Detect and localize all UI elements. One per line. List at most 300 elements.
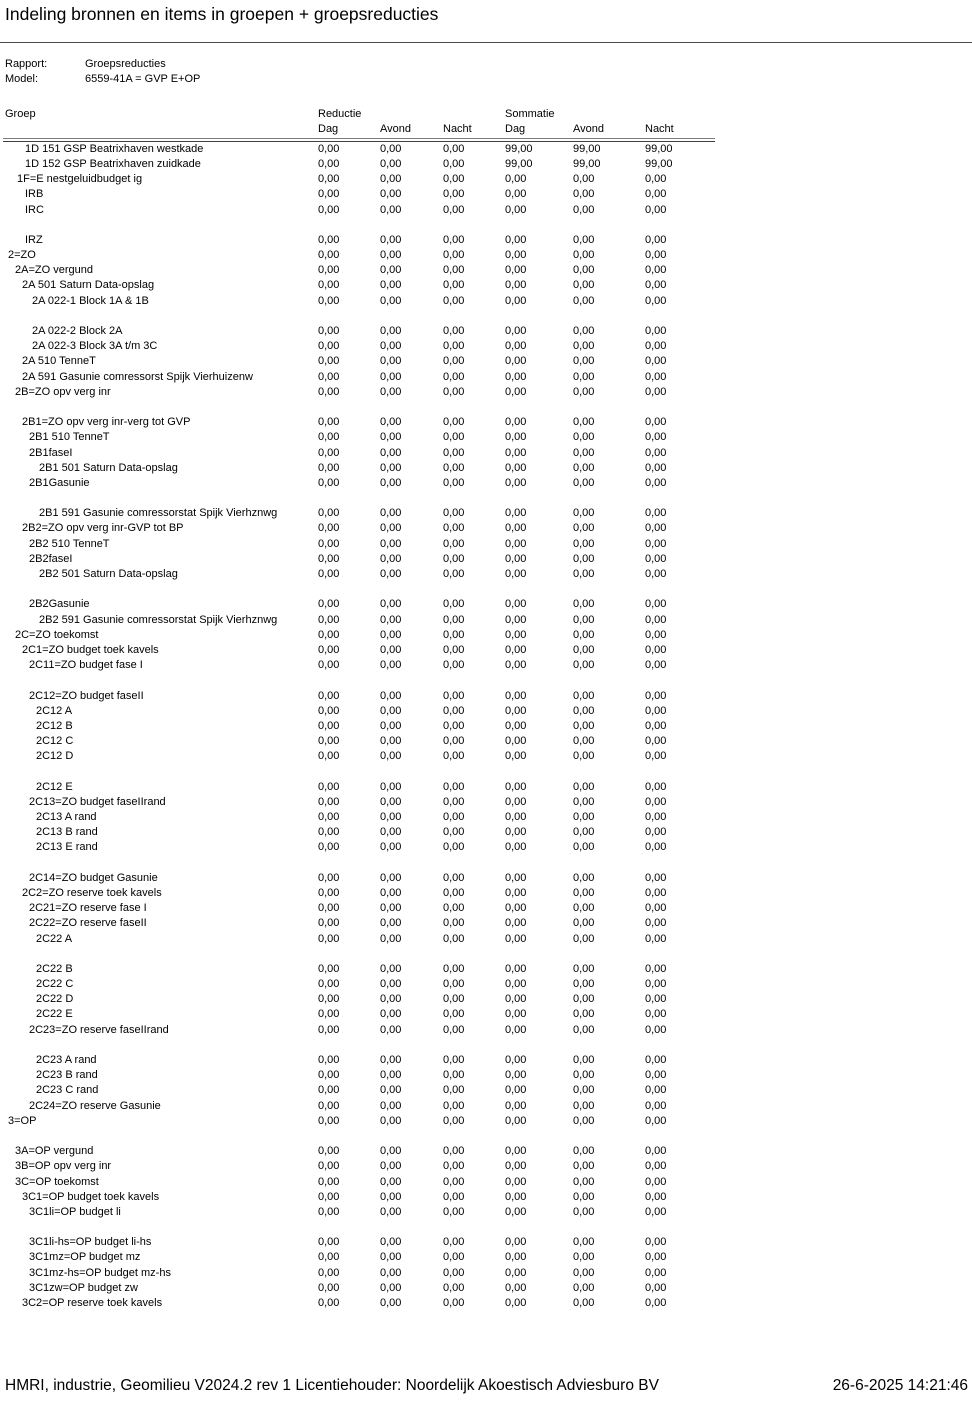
cell-sommatie-dag: 0,00 [505, 188, 527, 201]
group-label: 1F=E nestgeluidbudget ig [17, 173, 143, 186]
group-label: 2C12 D [36, 750, 74, 763]
cell-sommatie-avond: 0,00 [573, 826, 595, 839]
table-row [5, 506, 965, 521]
cell-reductie-avond: 0,00 [380, 552, 402, 565]
cell-sommatie-dag: 0,00 [505, 461, 527, 474]
table-row [5, 643, 965, 658]
cell-reductie-nacht: 0,00 [443, 431, 465, 444]
table-row [5, 1159, 965, 1174]
cell-sommatie-nacht: 0,00 [645, 476, 667, 489]
cell-sommatie-dag: 0,00 [505, 294, 527, 307]
cell-sommatie-avond: 0,00 [573, 264, 595, 277]
group-label: 2C21=ZO reserve fase I [29, 902, 147, 915]
cell-reductie-dag: 0,00 [318, 917, 340, 930]
cell-sommatie-dag: 99,00 [505, 157, 533, 170]
cell-reductie-avond: 0,00 [380, 416, 402, 429]
cell-sommatie-avond: 0,00 [573, 461, 595, 474]
cell-reductie-avond: 0,00 [380, 993, 402, 1006]
cell-sommatie-nacht: 0,00 [645, 370, 667, 383]
cell-sommatie-avond: 0,00 [573, 1281, 595, 1294]
cell-sommatie-nacht: 0,00 [645, 507, 667, 520]
cell-reductie-dag: 0,00 [318, 264, 340, 277]
cell-sommatie-dag: 0,00 [505, 203, 527, 216]
cell-reductie-avond: 0,00 [380, 1281, 402, 1294]
cell-reductie-avond: 0,00 [380, 537, 402, 550]
cell-sommatie-nacht: 0,00 [645, 1281, 667, 1294]
cell-sommatie-nacht: 0,00 [645, 1160, 667, 1173]
cell-reductie-avond: 0,00 [380, 1069, 402, 1082]
table-row [5, 901, 965, 916]
cell-sommatie-nacht: 0,00 [645, 552, 667, 565]
cell-sommatie-nacht: 0,00 [645, 871, 667, 884]
group-label: 2B1 501 Saturn Data-opslag [39, 461, 178, 474]
cell-reductie-avond: 0,00 [380, 917, 402, 930]
cell-sommatie-avond: 0,00 [573, 1175, 595, 1188]
cell-sommatie-avond: 0,00 [573, 431, 595, 444]
cell-reductie-nacht: 0,00 [443, 628, 465, 641]
table-row [5, 795, 965, 810]
group-label: 2C12 E [36, 780, 73, 793]
cell-reductie-dag: 0,00 [318, 340, 340, 353]
table-row [5, 1205, 965, 1220]
cell-reductie-avond: 0,00 [380, 385, 402, 398]
column-header-groep: Groep [5, 108, 36, 120]
cell-sommatie-dag: 0,00 [505, 978, 527, 991]
cell-sommatie-avond: 0,00 [573, 446, 595, 459]
table-header-row-1 [5, 107, 965, 122]
cell-reductie-dag: 0,00 [318, 689, 340, 702]
group-label: 3C1li=OP budget li [29, 1205, 121, 1218]
group-label: 2B1faseI [29, 446, 73, 459]
group-label: 3C1zw=OP budget zw [29, 1281, 138, 1294]
table-row [5, 263, 965, 278]
cell-sommatie-dag: 0,00 [505, 704, 527, 717]
cell-sommatie-avond: 0,00 [573, 279, 595, 292]
subcolumn-reductie-nacht: Nacht [443, 123, 472, 136]
table-header-row-2 [5, 122, 965, 137]
footer-datetime: 26-6-2025 14:21:46 [832, 1377, 968, 1394]
table-row [5, 203, 965, 218]
cell-reductie-nacht: 0,00 [443, 1008, 465, 1021]
cell-sommatie-dag: 0,00 [505, 416, 527, 429]
cell-sommatie-avond: 0,00 [573, 1008, 595, 1021]
cell-reductie-avond: 0,00 [380, 689, 402, 702]
cell-reductie-dag: 0,00 [318, 1205, 340, 1218]
group-label: 2C13 A rand [36, 811, 97, 824]
cell-reductie-dag: 0,00 [318, 1251, 340, 1264]
table-row [5, 1083, 965, 1098]
cell-reductie-dag: 0,00 [318, 279, 340, 292]
cell-reductie-dag: 0,00 [318, 1069, 340, 1082]
group-label: IRZ [25, 233, 43, 246]
title-divider [0, 42, 972, 43]
cell-sommatie-avond: 0,00 [573, 1145, 595, 1158]
cell-sommatie-nacht: 0,00 [645, 735, 667, 748]
cell-reductie-nacht: 0,00 [443, 917, 465, 930]
cell-sommatie-nacht: 0,00 [645, 1023, 667, 1036]
cell-sommatie-dag: 0,00 [505, 233, 527, 246]
cell-reductie-avond: 0,00 [380, 264, 402, 277]
cell-reductie-nacht: 0,00 [443, 157, 465, 170]
cell-reductie-nacht: 0,00 [443, 340, 465, 353]
cell-sommatie-nacht: 0,00 [645, 962, 667, 975]
cell-sommatie-nacht: 0,00 [645, 385, 667, 398]
group-label: 2=ZO [8, 249, 36, 262]
cell-reductie-dag: 0,00 [318, 932, 340, 945]
cell-sommatie-avond: 0,00 [573, 795, 595, 808]
cell-sommatie-nacht: 0,00 [645, 249, 667, 262]
cell-sommatie-nacht: 0,00 [645, 811, 667, 824]
group-label: 2A 022-2 Block 2A [32, 325, 123, 338]
cell-sommatie-dag: 0,00 [505, 370, 527, 383]
cell-reductie-avond: 0,00 [380, 628, 402, 641]
cell-sommatie-dag: 0,00 [505, 249, 527, 262]
table-row [5, 871, 965, 886]
cell-reductie-avond: 0,00 [380, 340, 402, 353]
cell-sommatie-avond: 0,00 [573, 750, 595, 763]
table-row [5, 780, 965, 795]
cell-reductie-avond: 0,00 [380, 1175, 402, 1188]
cell-sommatie-avond: 99,00 [573, 157, 601, 170]
group-label: 2C11=ZO budget fase I [29, 659, 143, 672]
group-label: 2C2=ZO reserve toek kavels [22, 886, 162, 899]
cell-reductie-nacht: 0,00 [443, 568, 465, 581]
cell-sommatie-avond: 0,00 [573, 1023, 595, 1036]
cell-sommatie-nacht: 99,00 [645, 157, 673, 170]
cell-sommatie-dag: 0,00 [505, 689, 527, 702]
table-row [5, 1144, 965, 1159]
model-value: 6559-41A = GVP E+OP [85, 73, 201, 86]
cell-sommatie-dag: 0,00 [505, 1175, 527, 1188]
table-row [5, 886, 965, 901]
cell-sommatie-nacht: 0,00 [645, 613, 667, 626]
cell-sommatie-nacht: 0,00 [645, 1251, 667, 1264]
cell-reductie-nacht: 0,00 [443, 826, 465, 839]
cell-reductie-avond: 0,00 [380, 325, 402, 338]
table-row [5, 1114, 965, 1129]
cell-sommatie-avond: 0,00 [573, 978, 595, 991]
cell-sommatie-dag: 0,00 [505, 340, 527, 353]
cell-sommatie-dag: 0,00 [505, 1236, 527, 1249]
cell-sommatie-nacht: 0,00 [645, 1175, 667, 1188]
cell-sommatie-dag: 0,00 [505, 628, 527, 641]
cell-sommatie-dag: 0,00 [505, 1069, 527, 1082]
cell-sommatie-dag: 0,00 [505, 780, 527, 793]
group-label: 2B=ZO opv verg inr [15, 385, 111, 398]
cell-sommatie-dag: 0,00 [505, 659, 527, 672]
cell-reductie-avond: 0,00 [380, 1023, 402, 1036]
cell-sommatie-avond: 0,00 [573, 659, 595, 672]
cell-reductie-nacht: 0,00 [443, 264, 465, 277]
cell-sommatie-avond: 0,00 [573, 507, 595, 520]
cell-reductie-dag: 0,00 [318, 507, 340, 520]
group-label: 2B1=ZO opv verg inr-verg tot GVP [22, 416, 191, 429]
table-row [5, 461, 965, 476]
cell-reductie-nacht: 0,00 [443, 173, 465, 186]
row-group-spacer [5, 856, 965, 871]
page-footer [5, 1377, 968, 1395]
cell-sommatie-nacht: 0,00 [645, 598, 667, 611]
cell-reductie-nacht: 0,00 [443, 1084, 465, 1097]
cell-sommatie-nacht: 0,00 [645, 568, 667, 581]
group-label: 2C12 A [36, 704, 73, 717]
cell-reductie-nacht: 0,00 [443, 871, 465, 884]
cell-reductie-avond: 0,00 [380, 1114, 402, 1127]
group-label: 2C22=ZO reserve faseII [29, 917, 147, 930]
cell-reductie-nacht: 0,00 [443, 279, 465, 292]
cell-reductie-dag: 0,00 [318, 325, 340, 338]
cell-reductie-nacht: 0,00 [443, 1023, 465, 1036]
cell-reductie-nacht: 0,00 [443, 1266, 465, 1279]
cell-sommatie-avond: 0,00 [573, 932, 595, 945]
cell-reductie-nacht: 0,00 [443, 841, 465, 854]
cell-sommatie-avond: 0,00 [573, 1054, 595, 1067]
table-row [5, 1068, 965, 1083]
cell-reductie-avond: 0,00 [380, 1145, 402, 1158]
cell-sommatie-dag: 0,00 [505, 1297, 527, 1310]
cell-reductie-dag: 0,00 [318, 993, 340, 1006]
cell-reductie-dag: 0,00 [318, 1099, 340, 1112]
cell-reductie-avond: 0,00 [380, 841, 402, 854]
cell-sommatie-nacht: 0,00 [645, 689, 667, 702]
cell-sommatie-avond: 0,00 [573, 476, 595, 489]
cell-reductie-avond: 0,00 [380, 1099, 402, 1112]
cell-sommatie-dag: 0,00 [505, 932, 527, 945]
cell-sommatie-avond: 0,00 [573, 370, 595, 383]
table-row [5, 962, 965, 977]
group-label: 2C23 C rand [36, 1084, 99, 1097]
cell-reductie-nacht: 0,00 [443, 1114, 465, 1127]
cell-reductie-avond: 0,00 [380, 811, 402, 824]
cell-sommatie-dag: 0,00 [505, 1099, 527, 1112]
meta-rapport [5, 57, 200, 72]
cell-reductie-avond: 0,00 [380, 568, 402, 581]
cell-reductie-nacht: 0,00 [443, 719, 465, 732]
cell-sommatie-nacht: 0,00 [645, 355, 667, 368]
cell-reductie-dag: 0,00 [318, 142, 340, 155]
cell-sommatie-dag: 0,00 [505, 279, 527, 292]
cell-reductie-nacht: 0,00 [443, 507, 465, 520]
table-row [5, 1007, 965, 1022]
table-row [5, 977, 965, 992]
group-label: 2A=ZO vergund [15, 264, 93, 277]
cell-sommatie-nacht: 0,00 [645, 1069, 667, 1082]
cell-reductie-dag: 0,00 [318, 1145, 340, 1158]
cell-reductie-dag: 0,00 [318, 537, 340, 550]
cell-reductie-dag: 0,00 [318, 659, 340, 672]
group-label: 2B2 591 Gasunie comressorstat Spijk Vierhznwg [39, 613, 278, 626]
cell-reductie-avond: 0,00 [380, 735, 402, 748]
table-row [5, 628, 965, 643]
cell-sommatie-dag: 0,00 [505, 522, 527, 535]
cell-sommatie-avond: 0,00 [573, 1251, 595, 1264]
cell-sommatie-dag: 0,00 [505, 385, 527, 398]
group-label: 3C2=OP reserve toek kavels [22, 1297, 163, 1310]
cell-reductie-avond: 0,00 [380, 461, 402, 474]
cell-reductie-avond: 0,00 [380, 643, 402, 656]
cell-sommatie-nacht: 0,00 [645, 264, 667, 277]
cell-sommatie-dag: 0,00 [505, 826, 527, 839]
cell-sommatie-dag: 0,00 [505, 446, 527, 459]
cell-sommatie-dag: 0,00 [505, 507, 527, 520]
cell-reductie-dag: 0,00 [318, 233, 340, 246]
cell-reductie-avond: 0,00 [380, 1297, 402, 1310]
group-label: 2C13=ZO budget faseIIrand [29, 795, 166, 808]
cell-sommatie-avond: 0,00 [573, 902, 595, 915]
cell-reductie-nacht: 0,00 [443, 643, 465, 656]
cell-reductie-nacht: 0,00 [443, 1160, 465, 1173]
row-group-spacer [5, 1129, 965, 1144]
cell-sommatie-nacht: 0,00 [645, 826, 667, 839]
cell-reductie-nacht: 0,00 [443, 1069, 465, 1082]
cell-reductie-nacht: 0,00 [443, 978, 465, 991]
cell-sommatie-nacht: 0,00 [645, 795, 667, 808]
cell-sommatie-dag: 0,00 [505, 1008, 527, 1021]
group-label: 1D 152 GSP Beatrixhaven zuidkade [25, 157, 201, 170]
cell-reductie-nacht: 0,00 [443, 1054, 465, 1067]
table-row [5, 157, 965, 172]
cell-sommatie-nacht: 0,00 [645, 1114, 667, 1127]
cell-reductie-nacht: 0,00 [443, 1251, 465, 1264]
cell-sommatie-avond: 0,00 [573, 1297, 595, 1310]
cell-sommatie-avond: 0,00 [573, 1084, 595, 1097]
group-label: 3C1=OP budget toek kavels [22, 1190, 160, 1203]
cell-sommatie-dag: 0,00 [505, 1084, 527, 1097]
column-header-sommatie: Sommatie [505, 108, 555, 120]
cell-reductie-avond: 0,00 [380, 704, 402, 717]
cell-sommatie-dag: 0,00 [505, 264, 527, 277]
cell-sommatie-nacht: 0,00 [645, 188, 667, 201]
table-row [5, 415, 965, 430]
table-row [5, 1053, 965, 1068]
group-label: 3A=OP vergund [15, 1145, 94, 1158]
cell-sommatie-dag: 0,00 [505, 537, 527, 550]
cell-sommatie-nacht: 0,00 [645, 902, 667, 915]
table-row [5, 278, 965, 293]
cell-sommatie-nacht: 0,00 [645, 917, 667, 930]
group-label: 2C22 D [36, 993, 74, 1006]
cell-sommatie-dag: 0,00 [505, 1160, 527, 1173]
cell-sommatie-avond: 0,00 [573, 735, 595, 748]
table-row [5, 825, 965, 840]
group-label: 2C12=ZO budget faseII [29, 689, 144, 702]
group-label: 2A 022-3 Block 3A t/m 3C [32, 340, 158, 353]
group-label: 2C22 C [36, 978, 74, 991]
cell-reductie-nacht: 0,00 [443, 1099, 465, 1112]
cell-sommatie-nacht: 0,00 [645, 1145, 667, 1158]
cell-sommatie-avond: 0,00 [573, 1236, 595, 1249]
cell-reductie-nacht: 0,00 [443, 1175, 465, 1188]
table-row [5, 172, 965, 187]
cell-sommatie-nacht: 0,00 [645, 203, 667, 216]
cell-sommatie-avond: 0,00 [573, 598, 595, 611]
cell-sommatie-dag: 0,00 [505, 1205, 527, 1218]
cell-reductie-nacht: 0,00 [443, 735, 465, 748]
cell-sommatie-avond: 0,00 [573, 568, 595, 581]
cell-reductie-dag: 0,00 [318, 1084, 340, 1097]
row-group-spacer [5, 582, 965, 597]
cell-reductie-nacht: 0,00 [443, 461, 465, 474]
cell-sommatie-avond: 0,00 [573, 613, 595, 626]
cell-sommatie-nacht: 0,00 [645, 522, 667, 535]
cell-sommatie-dag: 0,00 [505, 598, 527, 611]
cell-sommatie-nacht: 0,00 [645, 416, 667, 429]
spacer-cell [5, 122, 318, 137]
cell-reductie-nacht: 0,00 [443, 416, 465, 429]
cell-sommatie-avond: 0,00 [573, 1160, 595, 1173]
group-label: 2C24=ZO reserve Gasunie [29, 1099, 161, 1112]
cell-sommatie-dag: 0,00 [505, 173, 527, 186]
cell-sommatie-avond: 0,00 [573, 188, 595, 201]
group-label: 2C23 B rand [36, 1069, 98, 1082]
cell-sommatie-dag: 0,00 [505, 871, 527, 884]
cell-sommatie-dag: 0,00 [505, 1281, 527, 1294]
cell-reductie-dag: 0,00 [318, 735, 340, 748]
cell-sommatie-nacht: 0,00 [645, 932, 667, 945]
cell-sommatie-nacht: 0,00 [645, 1266, 667, 1279]
cell-reductie-avond: 0,00 [380, 902, 402, 915]
cell-sommatie-nacht: 0,00 [645, 886, 667, 899]
cell-reductie-nacht: 0,00 [443, 1297, 465, 1310]
footer-license-text: HMRI, industrie, Geomilieu V2024.2 rev 1 Licentiehouder: Noordelijk Akoestisch Adviesburo BV [5, 1377, 659, 1394]
cell-sommatie-dag: 0,00 [505, 325, 527, 338]
table-row [5, 430, 965, 445]
cell-sommatie-nacht: 0,00 [645, 279, 667, 292]
table-row [5, 597, 965, 612]
cell-sommatie-avond: 0,00 [573, 355, 595, 368]
cell-sommatie-nacht: 0,00 [645, 1236, 667, 1249]
rapport-value: Groepsreducties [85, 58, 166, 70]
table-row [5, 370, 965, 385]
group-label: 2C23=ZO reserve faseIIrand [29, 1023, 169, 1036]
group-label: IRB [25, 188, 44, 201]
group-label: 2C22 E [36, 1008, 73, 1021]
cell-sommatie-avond: 0,00 [573, 886, 595, 899]
table-row [5, 992, 965, 1007]
cell-sommatie-dag: 0,00 [505, 355, 527, 368]
cell-sommatie-nacht: 0,00 [645, 233, 667, 246]
table-row [5, 658, 965, 673]
cell-sommatie-dag: 0,00 [505, 1251, 527, 1264]
cell-reductie-dag: 0,00 [318, 416, 340, 429]
row-group-spacer [5, 673, 965, 688]
cell-sommatie-avond: 0,00 [573, 325, 595, 338]
row-group-spacer [5, 491, 965, 506]
group-label: 1D 151 GSP Beatrixhaven westkade [25, 142, 204, 155]
cell-reductie-dag: 0,00 [318, 795, 340, 808]
cell-reductie-dag: 0,00 [318, 1281, 340, 1294]
cell-reductie-dag: 0,00 [318, 522, 340, 535]
cell-reductie-avond: 0,00 [380, 233, 402, 246]
cell-reductie-avond: 0,00 [380, 659, 402, 672]
cell-sommatie-dag: 0,00 [505, 1266, 527, 1279]
cell-sommatie-avond: 0,00 [573, 871, 595, 884]
cell-sommatie-nacht: 0,00 [645, 993, 667, 1006]
row-group-spacer [5, 400, 965, 415]
cell-reductie-dag: 0,00 [318, 841, 340, 854]
subcolumn-reductie-dag: Dag [318, 123, 339, 136]
subcolumn-sommatie-nacht: Nacht [645, 123, 674, 136]
table-row [5, 1099, 965, 1114]
cell-reductie-avond: 0,00 [380, 294, 402, 307]
group-label: 2B1 591 Gasunie comressorstat Spijk Vierhznwg [39, 507, 278, 520]
table-row [5, 1296, 965, 1311]
cell-reductie-avond: 0,00 [380, 1251, 402, 1264]
group-label: 2B2faseI [29, 552, 73, 565]
cell-sommatie-avond: 0,00 [573, 704, 595, 717]
table-row [5, 1190, 965, 1205]
cell-sommatie-dag: 0,00 [505, 841, 527, 854]
